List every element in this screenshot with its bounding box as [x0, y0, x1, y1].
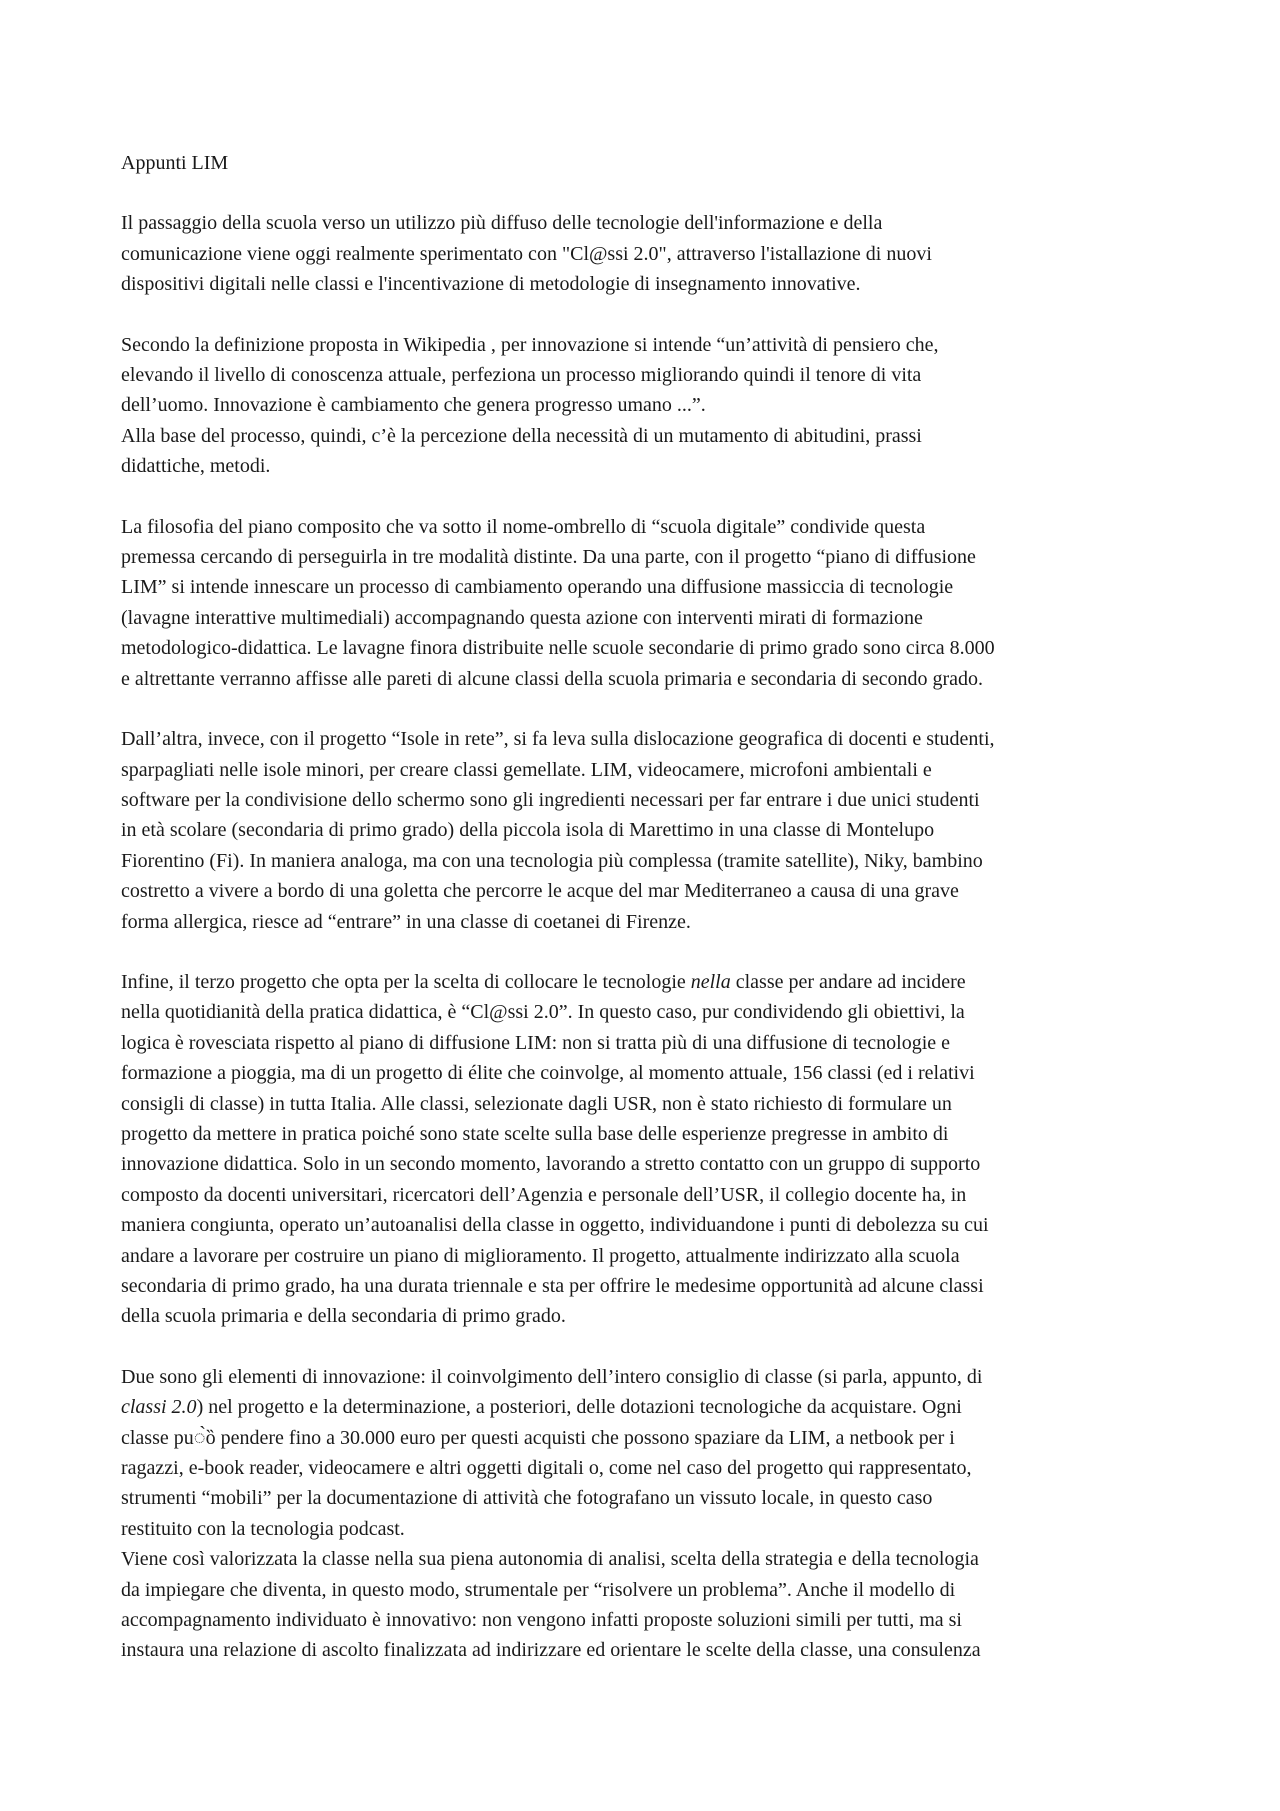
document-body — [121, 148, 1166, 1666]
text-line: consigli di classe) in tutta Italia. Alle classi, selezionate dagli USR, non è stato richiesto di formulare un — [121, 1092, 952, 1115]
text-line: Viene così valorizzata la classe nella sua piena autonomia di analisi, scelta della strategia e della tecnologia — [121, 1548, 979, 1571]
text-line: Secondo la definizione proposta in Wikipedia , per innovazione si intende “un’attività di pensiero che, — [121, 333, 939, 356]
text-line: strumenti “mobili” per la documentazione di attività che fotografano un vissuto locale, in questo caso — [121, 1487, 933, 1510]
text-line: La filosofia del piano composito che va sotto il nome-ombrello di “scuola digitale” condivide questa — [121, 515, 926, 538]
text-line: metodologico-didattica. Le lavagne finora distribuite nelle scuole secondarie di primo grado sono circa 8.000 — [121, 637, 995, 660]
emphasis-text: classi 2.0 — [121, 1396, 197, 1419]
text-line: restituito con la tecnologia podcast. — [121, 1517, 405, 1540]
text-line: classe pu◌̀ȍ pendere fino a 30.000 euro per questi acquisti che possono spaziare da LIM, a netbook per i — [121, 1426, 955, 1449]
text-line — [121, 1392, 1166, 1422]
text-line — [121, 967, 1166, 997]
text-line: dispositivi digitali nelle classi e l'incentivazione di metodologie di insegnamento innovative. — [121, 273, 861, 296]
paragraph — [121, 208, 1166, 299]
text-line: in età scolare (secondaria di primo grado) della piccola isola di Marettimo in una classe di Montelupo — [121, 819, 935, 842]
text-line: composto da docenti universitari, ricercatori dell’Agenzia e personale dell’USR, il collegio docente ha, in — [121, 1183, 967, 1206]
text-line: maniera congiunta, operato un’autoanalisi della classe in oggetto, individuandone i punti di debolezza su cui — [121, 1214, 989, 1237]
paragraph — [121, 512, 1166, 694]
text-segment: ) nel progetto e la determinazione, a posteriori, delle dotazioni tecnologiche da acquistare. Ogni — [196, 1396, 962, 1419]
text-line: accompagnamento individuato è innovativo: non vengono infatti proposte soluzioni simili per tutti, ma si — [121, 1609, 962, 1632]
text-line: logica è rovesciata rispetto al piano di diffusione LIM: non si tratta più di una diffusione di tecnologie e — [121, 1031, 951, 1054]
text-segment: classe per andare ad incidere — [730, 970, 966, 993]
paragraph — [121, 1362, 1166, 1666]
text-line: elevando il livello di conoscenza attuale, perfeziona un processo migliorando quindi il tenore di vita — [121, 364, 922, 387]
paragraph — [121, 330, 1166, 482]
text-line: formazione a pioggia, ma di un progetto di élite che coinvolge, al momento attuale, 156 classi (ed i relativi — [121, 1062, 975, 1085]
text-line: da impiegare che diventa, in questo modo, strumentale per “risolvere un problema”. Anche il modello di — [121, 1578, 956, 1601]
text-line: sparpagliati nelle isole minori, per creare classi gemellate. LIM, videocamere, microfoni ambientali e — [121, 758, 932, 781]
text-line: della scuola primaria e della secondaria di primo grado. — [121, 1305, 566, 1328]
text-line: ragazzi, e-book reader, videocamere e altri oggetti digitali o, come nel caso del progetto qui rappresentato, — [121, 1457, 972, 1480]
text-line: e altrettante verranno affisse alle pareti di alcune classi della scuola primaria e secondaria di secondo grado. — [121, 667, 984, 690]
text-line: comunicazione viene oggi realmente sperimentato con "Cl@ssi 2.0", attraverso l'istallazione di nuovi — [121, 242, 932, 265]
text-line: software per la condivisione dello schermo sono gli ingredienti necessari per far entrare i due unici studenti — [121, 788, 980, 811]
text-line: Fiorentino (Fi). In maniera analoga, ma con una tecnologia più complessa (tramite satellite), Niky, bambino — [121, 849, 983, 872]
text-line: (lavagne interattive multimediali) accompagnando questa azione con interventi mirati di formazione — [121, 606, 923, 629]
emphasis-text: nella — [690, 970, 731, 993]
text-line: dell’uomo. Innovazione è cambiamento che genera progresso umano ...”. — [121, 394, 706, 417]
text-line: instaura una relazione di ascolto finalizzata ad indirizzare ed orientare le scelte della classe, una consulenza — [121, 1639, 981, 1662]
text-line: andare a lavorare per costruire un piano di miglioramento. Il progetto, attualmente indirizzato alla scuola — [121, 1244, 960, 1267]
text-line: forma allergica, riesce ad “entrare” in una classe di coetanei di Firenze. — [121, 910, 691, 933]
text-segment: Infine, il terzo progetto che opta per la scelta di collocare le tecnologie — [121, 970, 691, 993]
text-line: Due sono gli elementi di innovazione: il coinvolgimento dell’intero consiglio di classe (si parla, appunto, di — [121, 1365, 983, 1388]
text-line: LIM” si intende innescare un processo di cambiamento operando una diffusione massiccia di tecnologie — [121, 576, 954, 599]
text-line: Dall’altra, invece, con il progetto “Isole in rete”, si fa leva sulla dislocazione geografica di docenti e studenti, — [121, 728, 995, 751]
text-line: innovazione didattica. Solo in un secondo momento, lavorando a stretto contatto con un gruppo di supporto — [121, 1153, 981, 1176]
text-line: costretto a vivere a bordo di una goletta che percorre le acque del mar Mediterraneo a causa di una grave — [121, 880, 959, 903]
text-line: nella quotidianità della pratica didattica, è “Cl@ssi 2.0”. In questo caso, pur condividendo gli obiettivi, la — [121, 1001, 965, 1024]
text-line: Alla base del processo, quindi, c’è la percezione della necessità di un mutamento di abitudini, prassi — [121, 424, 922, 447]
text-line: didattiche, metodi. — [121, 455, 271, 478]
text-line: Il passaggio della scuola verso un utilizzo più diffuso delle tecnologie dell'informazione e della — [121, 212, 883, 235]
paragraph — [121, 967, 1166, 1332]
paragraph — [121, 724, 1166, 937]
text-line: premessa cercando di perseguirla in tre modalità distinte. Da una parte, con il progetto “piano di diffusione — [121, 546, 976, 569]
document-title: Appunti LIM — [121, 152, 229, 174]
text-line: secondaria di primo grado, ha una durata triennale e sta per offrire le medesime opportunità ad alcune classi — [121, 1275, 984, 1297]
text-line: progetto da mettere in pratica poiché sono state scelte sulla base delle esperienze pregresse in ambito di — [121, 1122, 949, 1145]
